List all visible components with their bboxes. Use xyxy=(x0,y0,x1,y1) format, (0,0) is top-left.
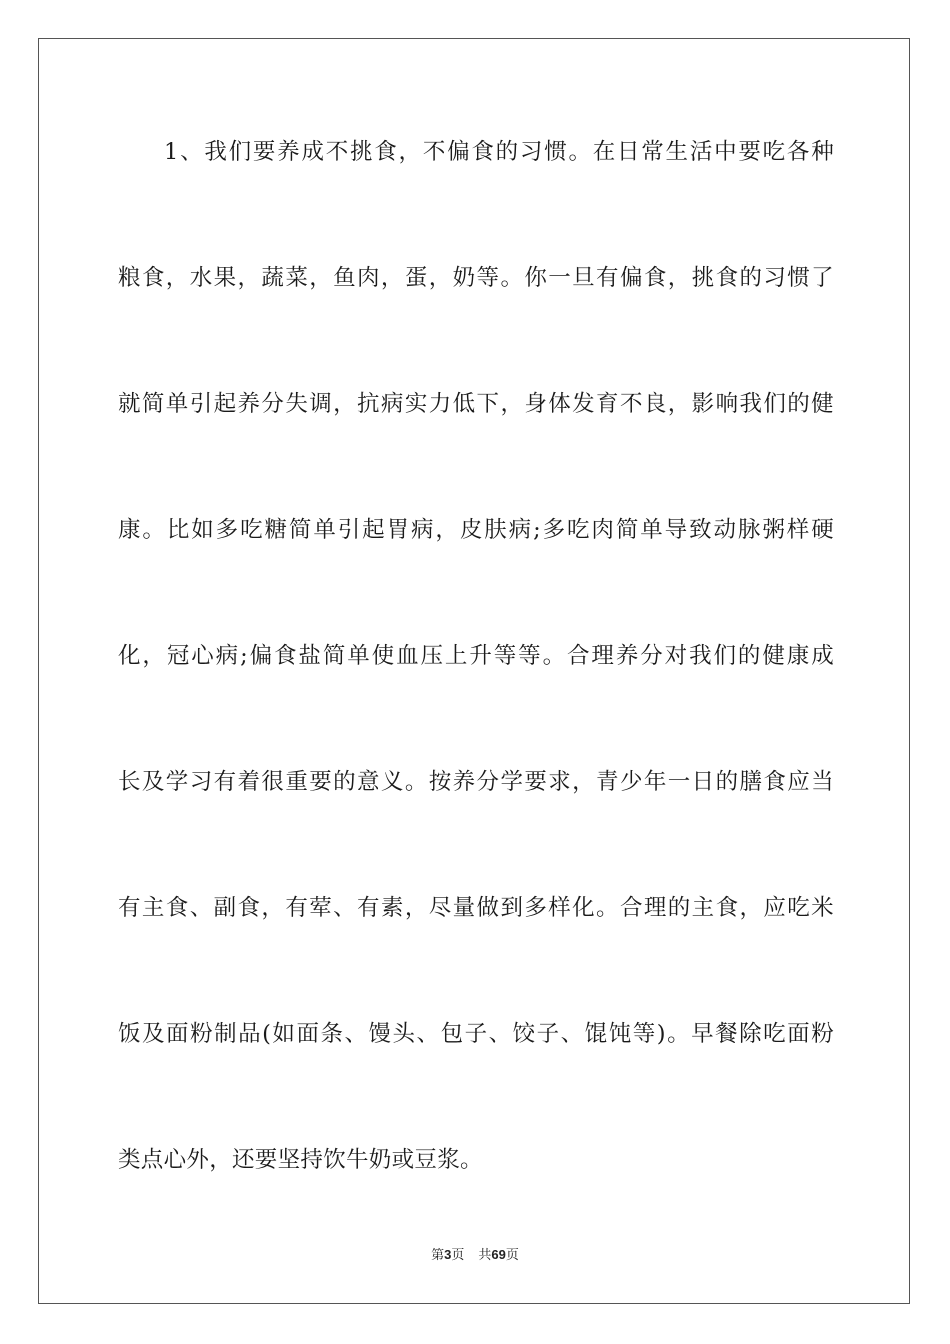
total-prefix: 共 xyxy=(478,1248,492,1263)
page-suffix: 页 xyxy=(451,1248,465,1263)
paragraph-line: 康。比如多吃糖简单引起胃病，皮肤病;多吃肉简单导致动脉粥样硬 xyxy=(118,517,834,543)
paragraph-line: 有主食、副食，有荤、有素，尽量做到多样化。合理的主食，应吃米 xyxy=(118,895,834,921)
paragraph-line: 长及学习有着很重要的意义。按养分学要求，青少年一日的膳食应当 xyxy=(118,769,834,795)
page-number: 3 xyxy=(444,1247,452,1262)
paragraph-line: 类点心外，还要坚持饮牛奶或豆浆。 xyxy=(118,1147,483,1173)
paragraph-line: 化，冠心病;偏食盐简单使血压上升等等。合理养分对我们的健康成 xyxy=(118,643,834,669)
body-paragraph xyxy=(118,126,834,1260)
page-footer xyxy=(0,1246,950,1265)
total-suffix: 页 xyxy=(505,1248,519,1263)
total-pages: 69 xyxy=(491,1247,506,1262)
paragraph-line: 饭及面粉制品(如面条、馒头、包子、饺子、馄饨等)。早餐除吃面粉 xyxy=(118,1021,834,1047)
paragraph-line: 1、我们要养成不挑食，不偏食的习惯。在日常生活中要吃各种 xyxy=(164,139,834,165)
page-prefix: 第 xyxy=(431,1248,445,1263)
paragraph-line: 就简单引起养分失调，抗病实力低下，身体发育不良，影响我们的健 xyxy=(118,391,834,417)
paragraph-line: 粮食，水果，蔬菜，鱼肉，蛋，奶等。你一旦有偏食，挑食的习惯了 xyxy=(118,265,834,291)
